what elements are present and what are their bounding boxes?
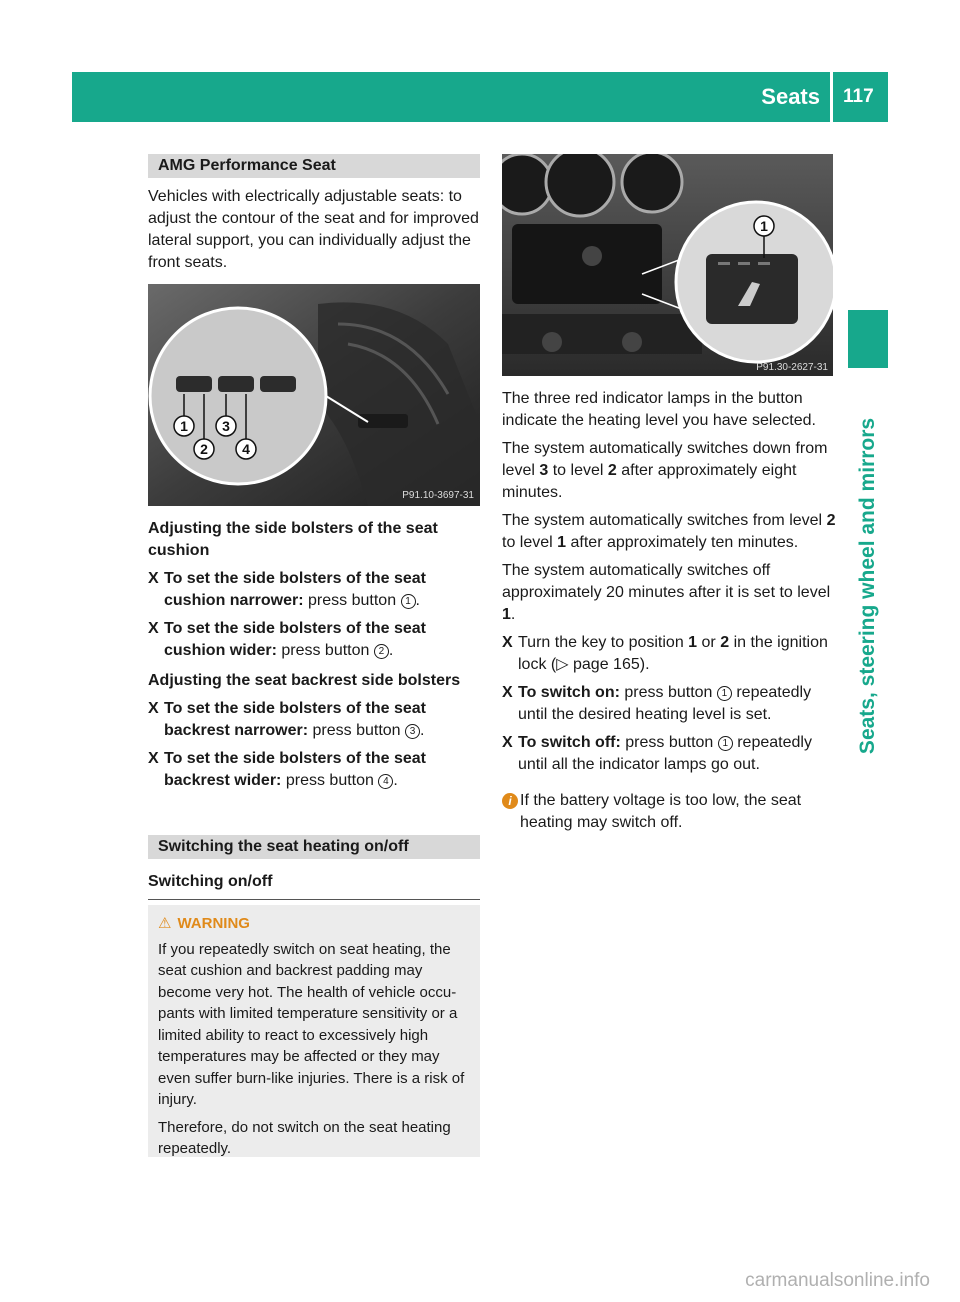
- step-text: press button: [308, 592, 397, 609]
- step-arrow-icon: X: [148, 620, 159, 637]
- photo-code: P91.10-3697-31: [402, 490, 474, 501]
- step-bold: To switch off:: [518, 734, 621, 751]
- left-column-body: [148, 518, 482, 792]
- watermark: carmanualsonline.info: [745, 1270, 930, 1291]
- callout-1: 1: [760, 218, 768, 234]
- step-cushion-wider: X To set the side bolsters of the seat cushion wider: press button 2 .: [148, 620, 426, 659]
- heating-subheading: Switching on/off: [148, 871, 480, 900]
- level-number: 2: [826, 512, 836, 529]
- level-number: 1: [557, 534, 567, 551]
- step-switch-on: [502, 682, 836, 726]
- photo-code: P91.30-2627-31: [756, 362, 828, 373]
- heating-heading: Switching the seat heating on/off: [148, 835, 480, 859]
- backrest-heading: Adjusting the seat backrest side bolsters: [148, 672, 461, 689]
- step-text: press button: [312, 722, 401, 739]
- step-text: repeatedly until the desired heating level is set.: [518, 684, 812, 723]
- text: .: [510, 606, 516, 623]
- button-ref-icon: 1: [718, 736, 733, 751]
- callout-3: 3: [222, 418, 230, 434]
- chapter-label-text: Seats, steering wheel and mirrors: [856, 417, 879, 755]
- step-arrow-icon: X: [502, 734, 513, 751]
- warning-para-1: If you repeatedly switch on seat heating, the seat cushion and backrest padding may become very hot. The health of vehicle occu-pants with limited temperature sensitivity or a limited ability to react to excessively high temperatures may be affected or they may even suffer burn-like injuries. There is a risk of injury.: [158, 940, 465, 1108]
- switch-paragraph: [502, 510, 836, 554]
- cushion-heading: Adjusting the side bolsters of the seat cushion: [148, 520, 438, 559]
- text: in the ignition lock (: [518, 634, 828, 673]
- switchdown-paragraph: [502, 438, 836, 504]
- callout-1: 1: [180, 418, 188, 434]
- page-number: 117: [843, 86, 874, 107]
- step-bold: To switch on:: [518, 684, 620, 701]
- step-text: press button: [281, 642, 370, 659]
- warning-triangle-icon: ⚠: [158, 915, 172, 932]
- position-number: 2: [720, 634, 730, 651]
- step-text: press button: [625, 734, 714, 751]
- chapter-tab: [848, 310, 888, 368]
- header-divider: [830, 72, 833, 122]
- warning-title: [158, 913, 470, 935]
- step-arrow-icon: X: [148, 570, 159, 587]
- amg-intro: Vehicles with electrically adjustable seats: to adjust the contour of the seat and for improved lateral support, you can individually adjust the front seats.: [148, 188, 479, 271]
- amg-heading: AMG Performance Seat: [148, 154, 480, 178]
- text: The system automatically switches from level: [502, 512, 823, 529]
- info-note: [502, 790, 836, 834]
- step-arrow-icon: X: [502, 684, 513, 701]
- warning-title-text: WARNING: [177, 915, 250, 932]
- step-turn-key: [502, 632, 836, 676]
- page-ref-link[interactable]: page 165).: [573, 656, 650, 673]
- callout-2: 2: [200, 441, 208, 457]
- step-text: press button: [285, 772, 374, 789]
- text: The system automatically switches off approximately 20 minutes after it is set to level: [502, 562, 831, 601]
- step-bold: To set the side bolsters of the seat backrest narrower:: [164, 700, 426, 739]
- step-backrest-wider: X To set the side bolsters of the seat backrest wider: press button 4 .: [148, 750, 426, 789]
- callout-4: 4: [242, 441, 250, 457]
- step-text: repeatedly until all the indicator lamps go out.: [518, 734, 812, 773]
- step-arrow-icon: X: [502, 634, 513, 651]
- button-ref-icon: 4: [378, 774, 393, 789]
- indicator-paragraph: The three red indicator lamps in the button indicate the heating level you have selected.: [502, 390, 816, 429]
- info-text: If the battery voltage is too low, the seat heating may switch off.: [520, 792, 802, 831]
- button-ref-icon: 1: [401, 594, 416, 609]
- info-icon: i: [502, 793, 518, 809]
- heating-button-photo: [502, 154, 833, 376]
- position-number: 1: [688, 634, 698, 651]
- text: The system automatically switches down from level: [502, 440, 828, 479]
- warning-box: [148, 905, 480, 1157]
- step-arrow-icon: X: [148, 700, 159, 717]
- level-number: 3: [539, 462, 549, 479]
- page-ref-icon: ▷: [556, 656, 569, 673]
- button-ref-icon: 1: [717, 686, 732, 701]
- level-number: 1: [502, 606, 511, 623]
- right-column: [502, 388, 836, 834]
- text: or: [701, 634, 716, 651]
- button-ref-icon: 2: [374, 644, 389, 659]
- text: to level: [502, 534, 553, 551]
- heating-section: [148, 835, 480, 900]
- step-cushion-narrower: X To set the side bolsters of the seat cushion narrower: press button 1 .: [148, 570, 426, 609]
- step-text: press button: [624, 684, 713, 701]
- text: after approximately ten minutes.: [570, 534, 799, 551]
- section-title: Seats: [761, 84, 820, 109]
- chapter-label: [848, 376, 888, 796]
- warning-para-2: Therefore, do not switch on the seat heating repeatedly.: [158, 1118, 451, 1157]
- left-column: [148, 154, 480, 274]
- seat-controls-photo: [148, 284, 480, 506]
- step-switch-off: [502, 732, 836, 776]
- step-bold: To set the side bolsters of the seat cushion wider:: [164, 620, 426, 659]
- button-ref-icon: 3: [405, 724, 420, 739]
- text: Turn the key to position: [518, 634, 684, 651]
- text: after approximately eight minutes.: [502, 462, 797, 501]
- level-number: 2: [607, 462, 617, 479]
- step-bold: To set the side bolsters of the seat cushion narrower:: [164, 570, 426, 609]
- step-backrest-narrower: X To set the side bolsters of the seat backrest narrower: press button 3 .: [148, 700, 426, 739]
- step-arrow-icon: X: [148, 750, 159, 767]
- step-bold: To set the side bolsters of the seat backrest wider:: [164, 750, 426, 789]
- switchoff-paragraph: [502, 560, 836, 626]
- text: to level: [552, 462, 604, 479]
